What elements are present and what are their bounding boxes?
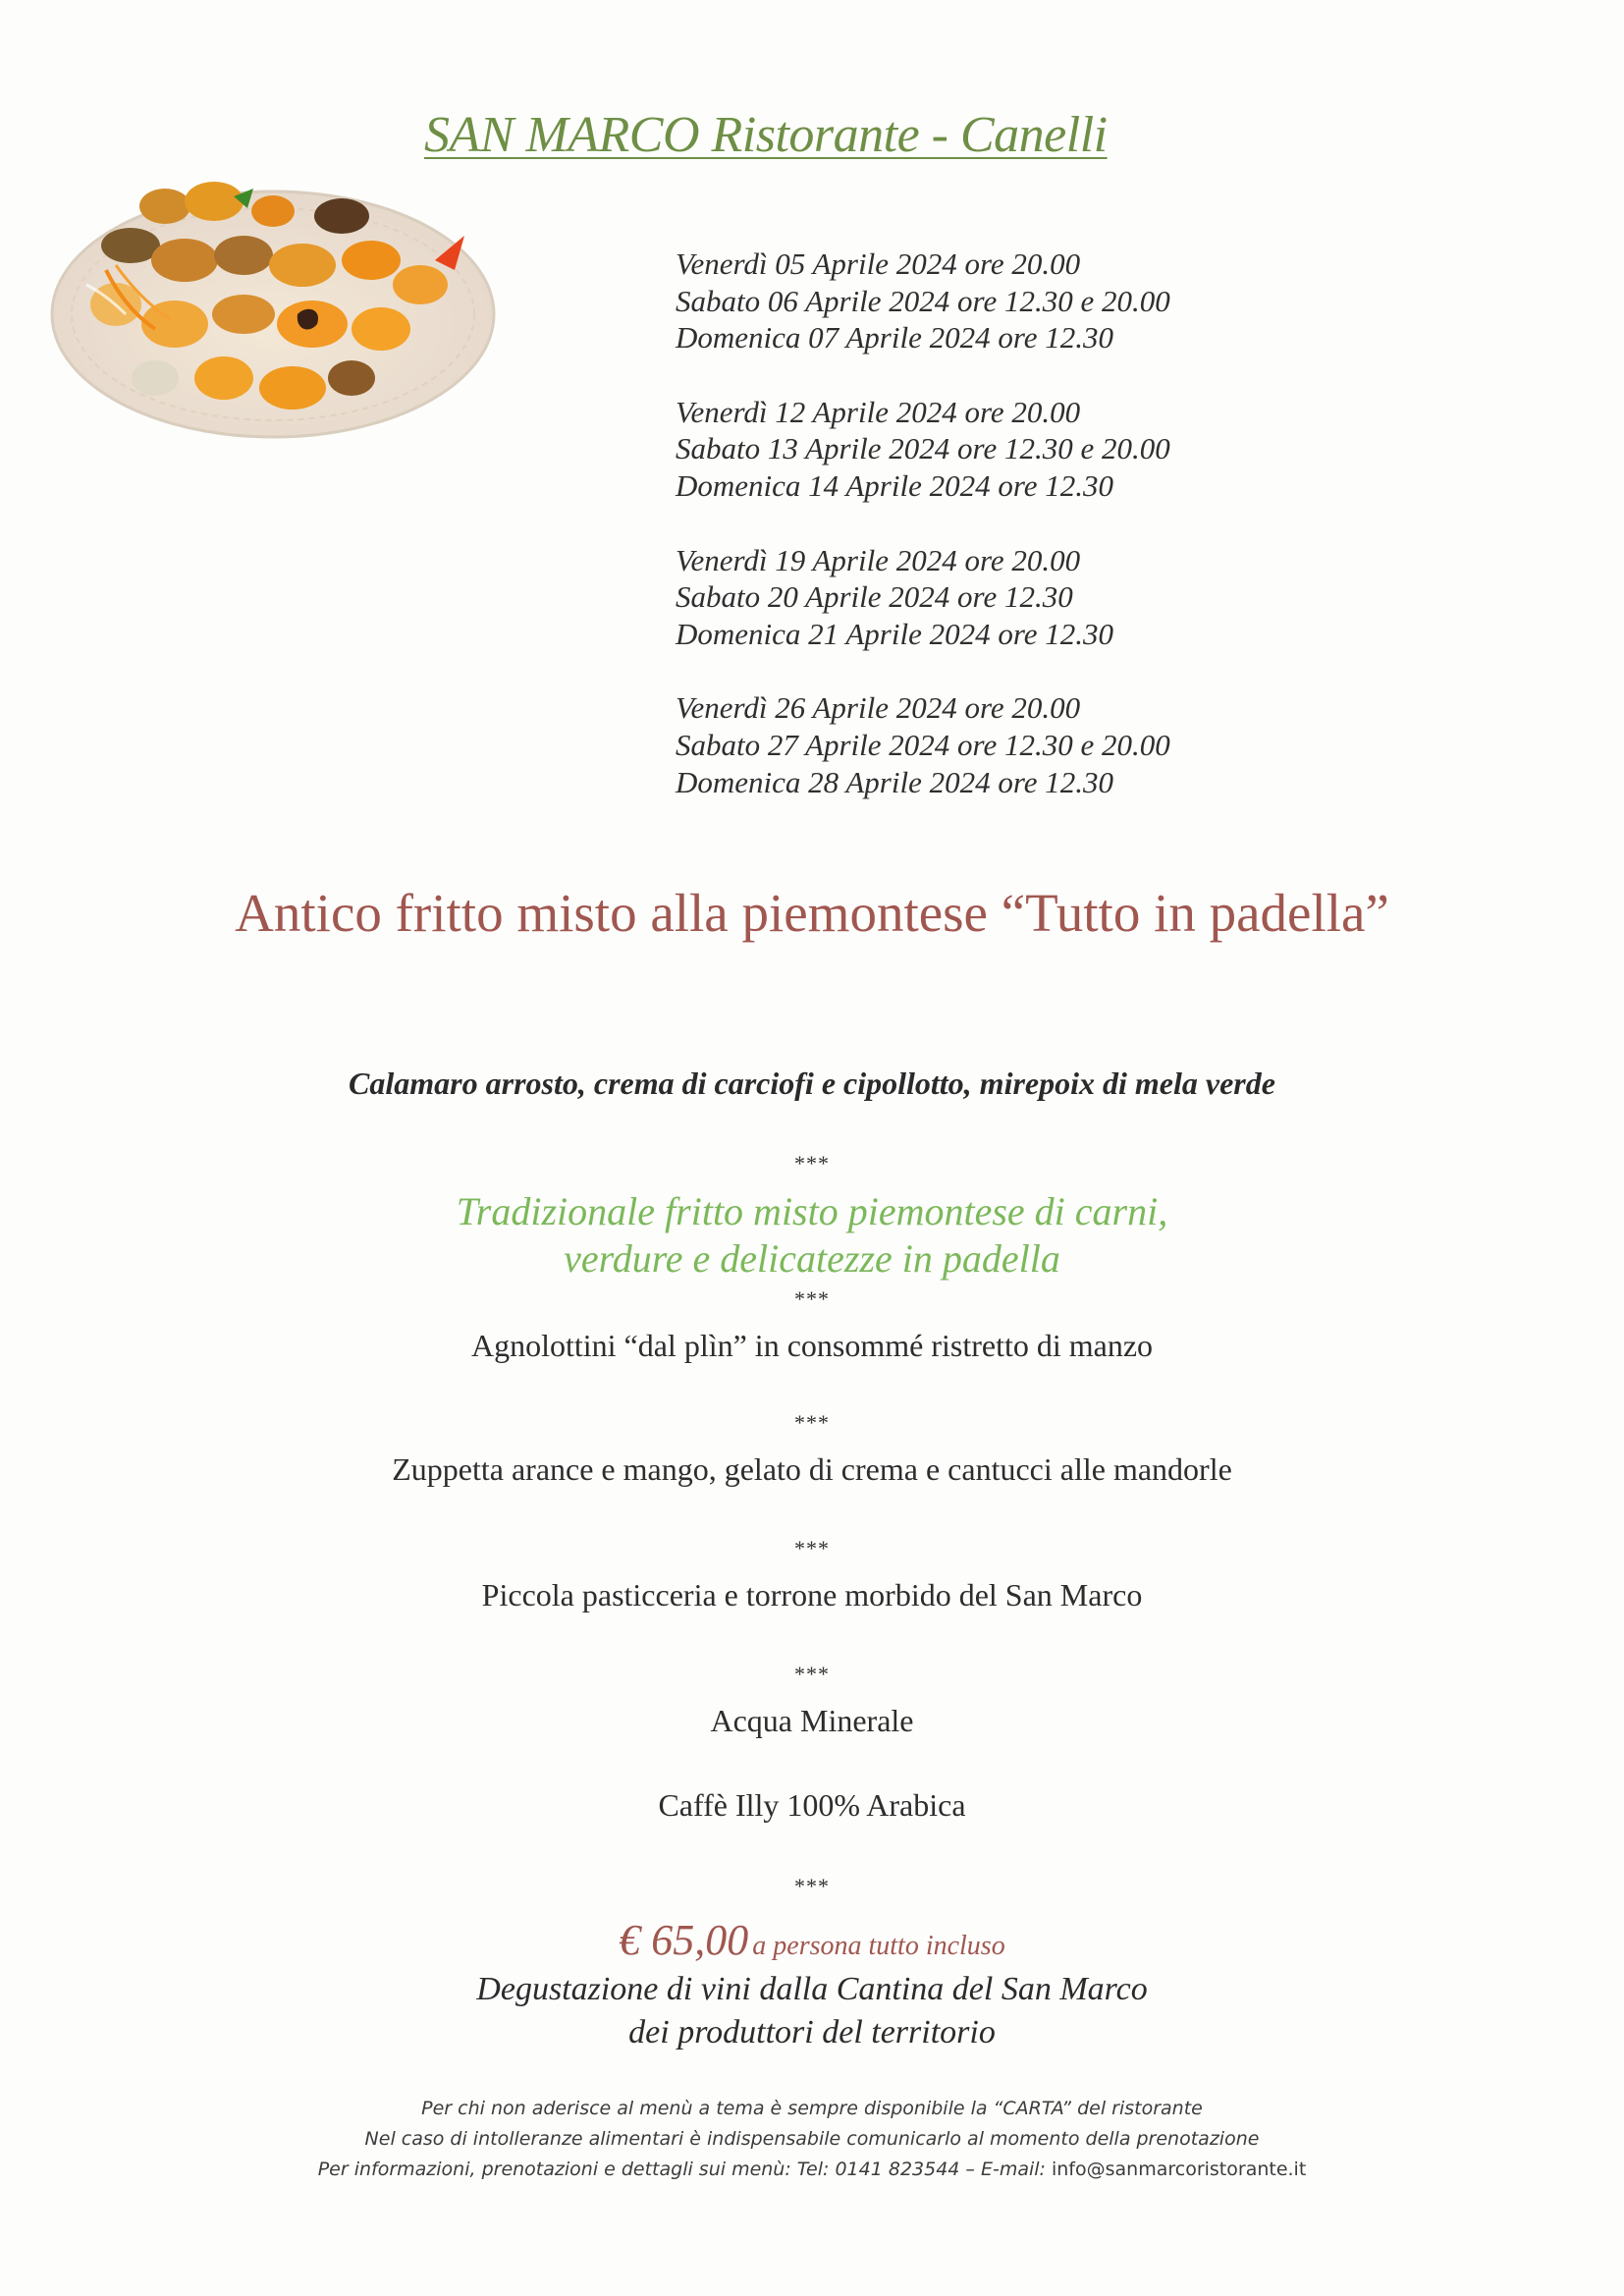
schedule-week	[676, 542, 1284, 653]
coffee-item: Caffè Illy 100% Arabica	[658, 1787, 966, 1823]
course-separator: ***	[794, 1151, 830, 1175]
schedule-date: Venerdì 12 Aprile 2024 ore 20.00	[676, 394, 1081, 429]
menu-headline: Antico fritto misto alla piemontese “Tutto in padella”	[235, 883, 1389, 943]
footer-line: Nel caso di intolleranze alimentari è indispensabile comunicarlo al momento della prenotazione	[364, 2128, 1260, 2150]
price-amount: € 65,00	[619, 1916, 749, 1964]
dessert-course: Zuppetta arance e mango, gelato di crema e cantucci alle mandorle	[392, 1451, 1232, 1487]
schedule-date: Domenica 28 Aprile 2024 ore 12.30	[676, 764, 1114, 799]
footer-line: Per chi non aderisce al menù a tema è sempre disponibile la “CARTA” del ristorante	[421, 2098, 1203, 2119]
schedule-date: Sabato 27 Aprile 2024 ore 12.30 e 20.00	[676, 727, 1170, 762]
schedule-date: Sabato 13 Aprile 2024 ore 12.30 e 20.00	[676, 431, 1170, 466]
wine-line: Degustazione di vini dalla Cantina del San Marco	[476, 1971, 1148, 2007]
schedule-date: Domenica 07 Aprile 2024 ore 12.30	[676, 320, 1114, 355]
price-line	[0, 1915, 1624, 1965]
schedule-date: Sabato 20 Aprile 2024 ore 12.30	[676, 579, 1073, 615]
email-link[interactable]: info@sanmarcoristorante.it	[1051, 2159, 1307, 2180]
course-separator: ***	[794, 1286, 830, 1311]
pasta-course: Agnolottini “dal plìn” in consommé ristretto di manzo	[470, 1328, 1154, 1363]
schedule-date: Venerdì 05 Aprile 2024 ore 20.00	[676, 246, 1081, 281]
wine-line: dei produttori del territorio	[628, 2014, 996, 2050]
schedule-date: Venerdì 19 Aprile 2024 ore 20.00	[676, 542, 1081, 577]
event-schedule	[676, 246, 1284, 838]
course-separator: ***	[794, 1662, 830, 1686]
main-course	[0, 1188, 1624, 1283]
footer-contact	[0, 2155, 1624, 2185]
restaurant-title: SAN MARCO Ristorante - Canelli	[424, 107, 1108, 163]
schedule-week	[676, 394, 1284, 505]
water-item: Acqua Minerale	[710, 1703, 914, 1738]
fried-food-plate-image	[47, 167, 499, 452]
main-course-line: Tradizionale fritto misto piemontese di carni,	[456, 1189, 1168, 1233]
footer-notes	[0, 2094, 1624, 2185]
schedule-date: Domenica 21 Aprile 2024 ore 12.30	[676, 616, 1114, 651]
course-separator: ***	[794, 1410, 830, 1435]
pastry-course: Piccola pasticceria e torrone morbido del San Marco	[481, 1577, 1143, 1613]
schedule-week	[676, 689, 1284, 800]
schedule-date: Sabato 06 Aprile 2024 ore 12.30 e 20.00	[676, 283, 1170, 318]
main-course-line: verdure e delicatezze in padella	[564, 1236, 1060, 1281]
schedule-week	[676, 246, 1284, 356]
footer-contact-text: Per informazioni, prenotazioni e dettagli sui menù: Tel: 0141 823544 – E-mail:	[317, 2159, 1052, 2180]
price-note: a persona tutto incluso	[752, 1931, 1005, 1961]
schedule-date: Venerdì 26 Aprile 2024 ore 20.00	[676, 690, 1081, 726]
wine-tasting	[0, 1968, 1624, 2054]
schedule-date: Domenica 14 Aprile 2024 ore 12.30	[676, 467, 1114, 503]
course-separator: ***	[794, 1536, 830, 1560]
starter-course: Calamaro arrosto, crema di carciofi e cipollotto, mirepoix di mela verde	[349, 1066, 1275, 1101]
course-separator: ***	[794, 1874, 830, 1898]
